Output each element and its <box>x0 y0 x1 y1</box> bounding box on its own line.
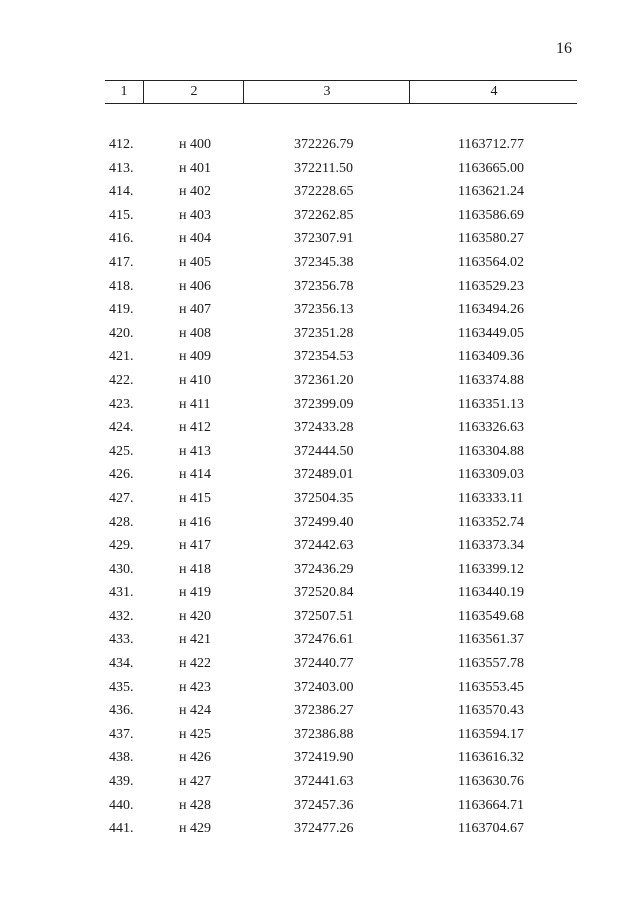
table-row <box>0 723 639 747</box>
cell-col-4: 1163351.13 <box>458 396 524 412</box>
cell-col-3: 372356.78 <box>294 278 354 294</box>
cell-col-1: 425. <box>109 443 134 459</box>
cell-col-1: 431. <box>109 585 134 601</box>
cell-col-1: 439. <box>109 774 134 790</box>
table-row <box>0 652 639 676</box>
table-row <box>0 558 639 582</box>
cell-col-4: 1163580.27 <box>458 231 524 247</box>
cell-col-3: 372444.50 <box>294 443 354 459</box>
cell-col-3: 372386.27 <box>294 703 354 719</box>
cell-col-2: н 409 <box>179 349 211 365</box>
cell-col-1: 418. <box>109 278 134 294</box>
table-header <box>105 80 577 104</box>
cell-col-4: 1163333.11 <box>458 490 524 506</box>
cell-col-2: н 400 <box>179 137 211 152</box>
header-col-4: 4 <box>409 81 578 103</box>
cell-col-1: 437. <box>109 726 134 742</box>
cell-col-3: 372477.26 <box>294 821 354 837</box>
table-row <box>0 605 639 629</box>
cell-col-4: 1163561.37 <box>458 632 524 648</box>
cell-col-4: 1163570.43 <box>458 703 524 719</box>
cell-col-1: 430. <box>109 561 134 577</box>
cell-col-1: 433. <box>109 632 134 648</box>
cell-col-4: 1163409.36 <box>458 349 524 365</box>
cell-col-3: 372499.40 <box>294 514 354 530</box>
table-row <box>0 770 639 794</box>
cell-col-3: 372520.84 <box>294 585 354 601</box>
cell-col-1: 423. <box>109 396 134 412</box>
cell-col-4: 1163440.19 <box>458 585 524 601</box>
cell-col-2: н 405 <box>179 254 211 270</box>
cell-col-1: 436. <box>109 703 134 719</box>
cell-col-3: 372386.88 <box>294 726 354 742</box>
cell-col-2: н 406 <box>179 278 211 294</box>
cell-col-2: н 425 <box>179 726 211 742</box>
cell-col-2: н 422 <box>179 656 211 672</box>
table-row <box>0 794 639 818</box>
table-row <box>0 511 639 535</box>
cell-col-4: 1163449.05 <box>458 325 524 341</box>
table-row <box>0 746 639 770</box>
cell-col-1: 422. <box>109 372 134 388</box>
cell-col-1: 428. <box>109 514 134 530</box>
cell-col-4: 1163553.45 <box>458 679 524 695</box>
cell-col-3: 372440.77 <box>294 656 354 672</box>
cell-col-3: 372228.65 <box>294 184 354 200</box>
cell-col-3: 372351.28 <box>294 325 354 341</box>
table-row <box>0 180 639 204</box>
table-row <box>0 676 639 700</box>
cell-col-4: 1163621.24 <box>458 184 524 200</box>
cell-col-2: н 423 <box>179 679 211 695</box>
table-row <box>0 628 639 652</box>
cell-col-2: н 429 <box>179 821 211 837</box>
cell-col-4: 1163373.34 <box>458 538 524 554</box>
cell-col-4: 1163564.02 <box>458 254 524 270</box>
cell-col-3: 372262.85 <box>294 207 354 223</box>
cell-col-4: 1163586.69 <box>458 207 524 223</box>
cell-col-1: 438. <box>109 750 134 766</box>
table-row <box>0 463 639 487</box>
table-row <box>0 345 639 369</box>
cell-col-1: 421. <box>109 349 134 365</box>
cell-col-2: н 411 <box>179 396 211 412</box>
table-row <box>0 581 639 605</box>
table-row <box>0 487 639 511</box>
cell-col-4: 1163494.26 <box>458 302 524 318</box>
cell-col-3: 372507.51 <box>294 608 354 624</box>
cell-col-2: н 413 <box>179 443 211 459</box>
cell-col-1: 412. <box>109 137 134 152</box>
table-row <box>0 699 639 723</box>
cell-col-3: 372476.61 <box>294 632 354 648</box>
cell-col-2: н 420 <box>179 608 211 624</box>
header-col-3: 3 <box>243 81 410 103</box>
cell-col-3: 372211.50 <box>294 160 353 176</box>
cell-col-2: н 403 <box>179 207 211 223</box>
cell-col-2: н 410 <box>179 372 211 388</box>
table-row <box>0 369 639 393</box>
table-row <box>0 416 639 440</box>
table-row <box>0 440 639 464</box>
table-row <box>0 393 639 417</box>
cell-col-2: н 415 <box>179 490 211 506</box>
cell-col-4: 1163309.03 <box>458 467 524 483</box>
cell-col-1: 440. <box>109 797 134 813</box>
cell-col-4: 1163549.68 <box>458 608 524 624</box>
cell-col-3: 372307.91 <box>294 231 354 247</box>
cell-col-2: н 417 <box>179 538 211 554</box>
cell-col-4: 1163399.12 <box>458 561 524 577</box>
cell-col-3: 372442.63 <box>294 538 354 554</box>
table-row <box>0 298 639 322</box>
page-number: 16 <box>556 40 572 57</box>
cell-col-3: 372457.36 <box>294 797 354 813</box>
cell-col-4: 1163326.63 <box>458 420 524 436</box>
table-row <box>0 227 639 251</box>
header-col-1: 1 <box>120 84 128 99</box>
cell-col-4: 1163616.32 <box>458 750 524 766</box>
table-row <box>0 133 639 157</box>
cell-col-1: 424. <box>109 420 134 436</box>
cell-col-4: 1163374.88 <box>458 372 524 388</box>
cell-col-1: 416. <box>109 231 134 247</box>
cell-col-3: 372489.01 <box>294 467 354 483</box>
cell-col-2: н 421 <box>179 632 211 648</box>
cell-col-3: 372361.20 <box>294 372 354 388</box>
cell-col-4: 1163557.78 <box>458 656 524 672</box>
cell-col-3: 372345.38 <box>294 254 354 270</box>
cell-col-1: 415. <box>109 207 134 223</box>
cell-col-1: 426. <box>109 467 134 483</box>
cell-col-4: 1163665.00 <box>458 160 524 176</box>
cell-col-1: 427. <box>109 490 134 506</box>
cell-col-1: 417. <box>109 254 134 270</box>
cell-col-4: 1163712.77 <box>458 137 524 152</box>
cell-col-2: н 404 <box>179 231 211 247</box>
cell-col-1: 414. <box>109 184 134 200</box>
table-row <box>0 157 639 181</box>
cell-col-2: н 424 <box>179 703 211 719</box>
cell-col-4: 1163352.74 <box>458 514 524 530</box>
table-row <box>0 534 639 558</box>
cell-col-2: н 402 <box>179 184 211 200</box>
cell-col-3: 372226.79 <box>294 137 354 152</box>
cell-col-1: 434. <box>109 656 134 672</box>
table-row <box>0 204 639 228</box>
cell-col-2: н 408 <box>179 325 211 341</box>
cell-col-4: 1163664.71 <box>458 797 524 813</box>
cell-col-2: н 418 <box>179 561 211 577</box>
cell-col-2: н 414 <box>179 467 211 483</box>
cell-col-1: 413. <box>109 160 134 176</box>
cell-col-2: н 401 <box>179 160 211 176</box>
cell-col-4: 1163704.67 <box>458 821 524 837</box>
cell-col-1: 435. <box>109 679 134 695</box>
header-col-2: 2 <box>143 81 244 103</box>
table-row <box>0 251 639 275</box>
cell-col-3: 372441.63 <box>294 774 354 790</box>
cell-col-3: 372354.53 <box>294 349 354 365</box>
table-body <box>0 133 639 841</box>
cell-col-4: 1163529.23 <box>458 278 524 294</box>
cell-col-3: 372356.13 <box>294 302 354 318</box>
cell-col-4: 1163630.76 <box>458 774 524 790</box>
cell-col-2: н 426 <box>179 750 211 766</box>
cell-col-3: 372399.09 <box>294 396 354 412</box>
cell-col-4: 1163594.17 <box>458 726 524 742</box>
cell-col-2: н 412 <box>179 420 211 436</box>
cell-col-1: 441. <box>109 821 134 837</box>
cell-col-3: 372436.29 <box>294 561 354 577</box>
cell-col-2: н 419 <box>179 585 211 601</box>
cell-col-3: 372403.00 <box>294 679 354 695</box>
cell-col-4: 1163304.88 <box>458 443 524 459</box>
cell-col-3: 372419.90 <box>294 750 354 766</box>
cell-col-3: 372433.28 <box>294 420 354 436</box>
cell-col-1: 432. <box>109 608 134 624</box>
cell-col-1: 429. <box>109 538 134 554</box>
cell-col-2: н 427 <box>179 774 211 790</box>
table-row <box>0 275 639 299</box>
cell-col-1: 420. <box>109 325 134 341</box>
table-row <box>0 322 639 346</box>
cell-col-2: н 416 <box>179 514 211 530</box>
cell-col-3: 372504.35 <box>294 490 354 506</box>
cell-col-2: н 407 <box>179 302 211 318</box>
table-row <box>0 817 639 841</box>
cell-col-2: н 428 <box>179 797 211 813</box>
cell-col-1: 419. <box>109 302 134 318</box>
